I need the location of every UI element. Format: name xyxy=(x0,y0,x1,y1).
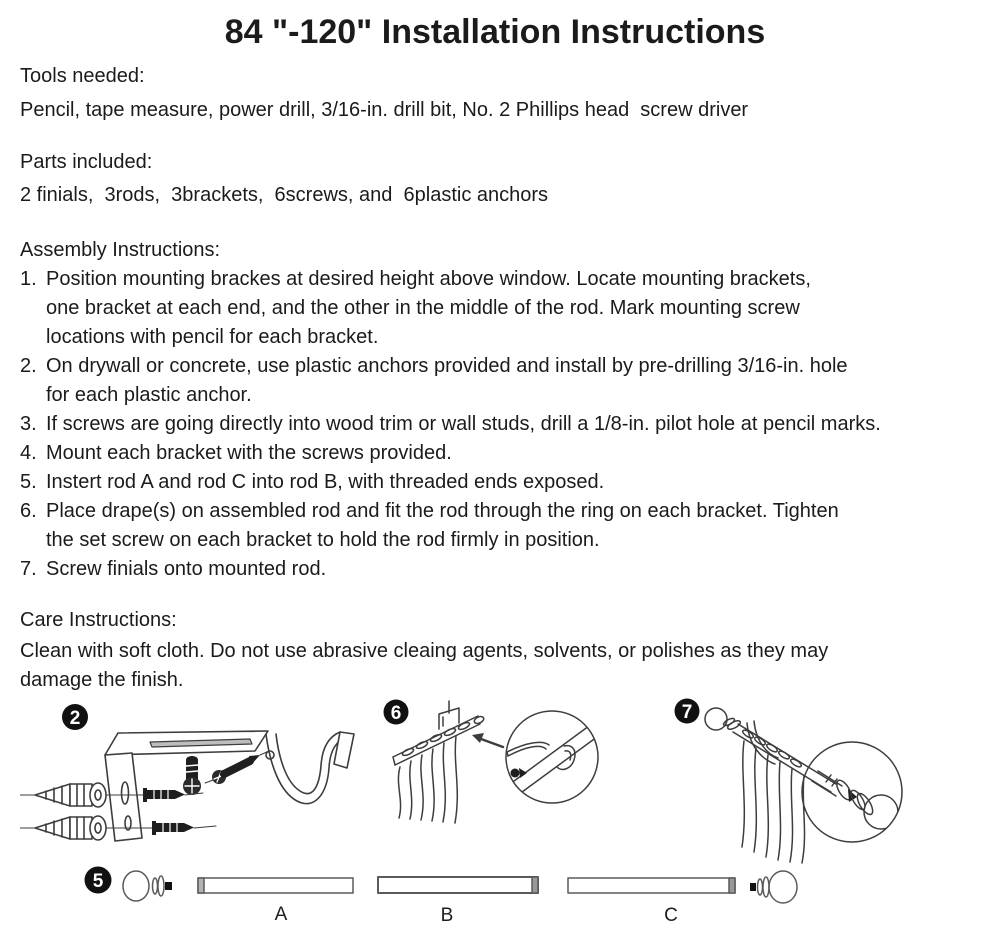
step-7-badge xyxy=(675,699,700,724)
assembly-step-1 xyxy=(20,265,881,352)
bracket-mounting-diagram xyxy=(20,698,360,858)
step-text: Mount each bracket with the screws provided. xyxy=(46,442,452,464)
step-2-badge-number: 2 xyxy=(69,708,81,729)
zoom-pointer-arrow xyxy=(472,733,503,747)
rod-c-label: C xyxy=(664,905,678,926)
step-text: On drywall or concrete, use plastic anchors provided and install by pre-drilling 3/16-in. hole for each plastic anchor. xyxy=(46,355,848,406)
assembly-step-6 xyxy=(20,497,881,555)
step-text: Instert rod A and rod C into rod B, with threaded ends exposed. xyxy=(46,471,605,493)
bracket-hook xyxy=(266,732,354,804)
finial-left xyxy=(123,871,172,901)
step-number: 3. xyxy=(20,413,37,435)
step-6-badge-number: 6 xyxy=(390,703,402,724)
assembly-step-7 xyxy=(20,555,881,584)
drape-set-screw-diagram xyxy=(375,697,680,847)
tools-body: Pencil, tape measure, power drill, 3/16-in. drill bit, No. 2 Phillips head screw driver xyxy=(20,99,749,121)
tools-heading: Tools needed: xyxy=(20,65,145,87)
magnifier-circle xyxy=(506,711,598,803)
rod-b-label: B xyxy=(440,905,454,926)
care-heading: Care Instructions: xyxy=(20,609,177,631)
rod-c xyxy=(568,878,735,893)
assembly-step-3 xyxy=(20,410,881,439)
magnifier-circle xyxy=(802,742,902,842)
parts-body: 2 finials, 3rods, 3brackets, 6screws, and 6plastic anchors xyxy=(20,184,549,206)
rod-b xyxy=(378,877,538,893)
step-text: If screws are going directly into wood trim or wall studs, drill a 1/8-in. pilot hole at pencil marks. xyxy=(46,413,881,435)
set-screw-detail xyxy=(507,723,601,795)
bracket-hook xyxy=(439,701,459,729)
parts-heading: Parts included: xyxy=(20,151,153,173)
step-6-badge xyxy=(384,700,409,725)
assembly-heading: Assembly Instructions: xyxy=(20,239,221,261)
step-7-badge-number: 7 xyxy=(681,702,693,723)
rod-assembly-diagram xyxy=(0,856,990,938)
section-tools xyxy=(20,62,748,125)
rod-a xyxy=(198,878,353,893)
section-care xyxy=(20,606,828,695)
section-assembly xyxy=(20,236,881,584)
assembly-step-4 xyxy=(20,439,881,468)
set-screw xyxy=(183,756,201,795)
finial-right xyxy=(750,871,797,903)
step-5-badge xyxy=(85,867,112,894)
step-2-badge xyxy=(62,704,88,730)
care-body: Clean with soft cloth. Do not use abrasive cleaing agents, solvents, or polishes as they may damage the finish. xyxy=(20,640,829,691)
step-number: 2. xyxy=(20,355,37,377)
step-text: Place drape(s) on assembled rod and fit the rod through the ring on each bracket. Tighten the set screw on each bracket to hold the rod firmly in position. xyxy=(46,500,839,551)
rod-a-label: A xyxy=(274,904,288,925)
finial-ball xyxy=(705,708,742,731)
finial-thread-detail xyxy=(812,771,898,829)
step-text: Screw finials onto mounted rod. xyxy=(46,558,327,580)
mounting-screw xyxy=(152,821,216,835)
mounting-screw-angled xyxy=(205,751,269,784)
step-text: Position mounting brackes at desired height above window. Locate mounting brackets, one bracket at each end, and the other in the middle of the rod. Mark mounting screw locations with pencil for each bracket. xyxy=(46,268,811,348)
page-title: 84 "-120" Installation Instructions xyxy=(224,13,766,51)
step-number: 4. xyxy=(20,442,37,464)
assembly-step-2 xyxy=(20,352,881,410)
step-number: 7. xyxy=(20,558,37,580)
assembly-step-5 xyxy=(20,468,881,497)
step-number: 6. xyxy=(20,500,37,522)
step-number: 5. xyxy=(20,471,37,493)
section-parts xyxy=(20,148,548,210)
finial-installation-diagram xyxy=(660,697,990,869)
step-number: 1. xyxy=(20,268,37,290)
step-5-badge-number: 5 xyxy=(92,871,104,892)
